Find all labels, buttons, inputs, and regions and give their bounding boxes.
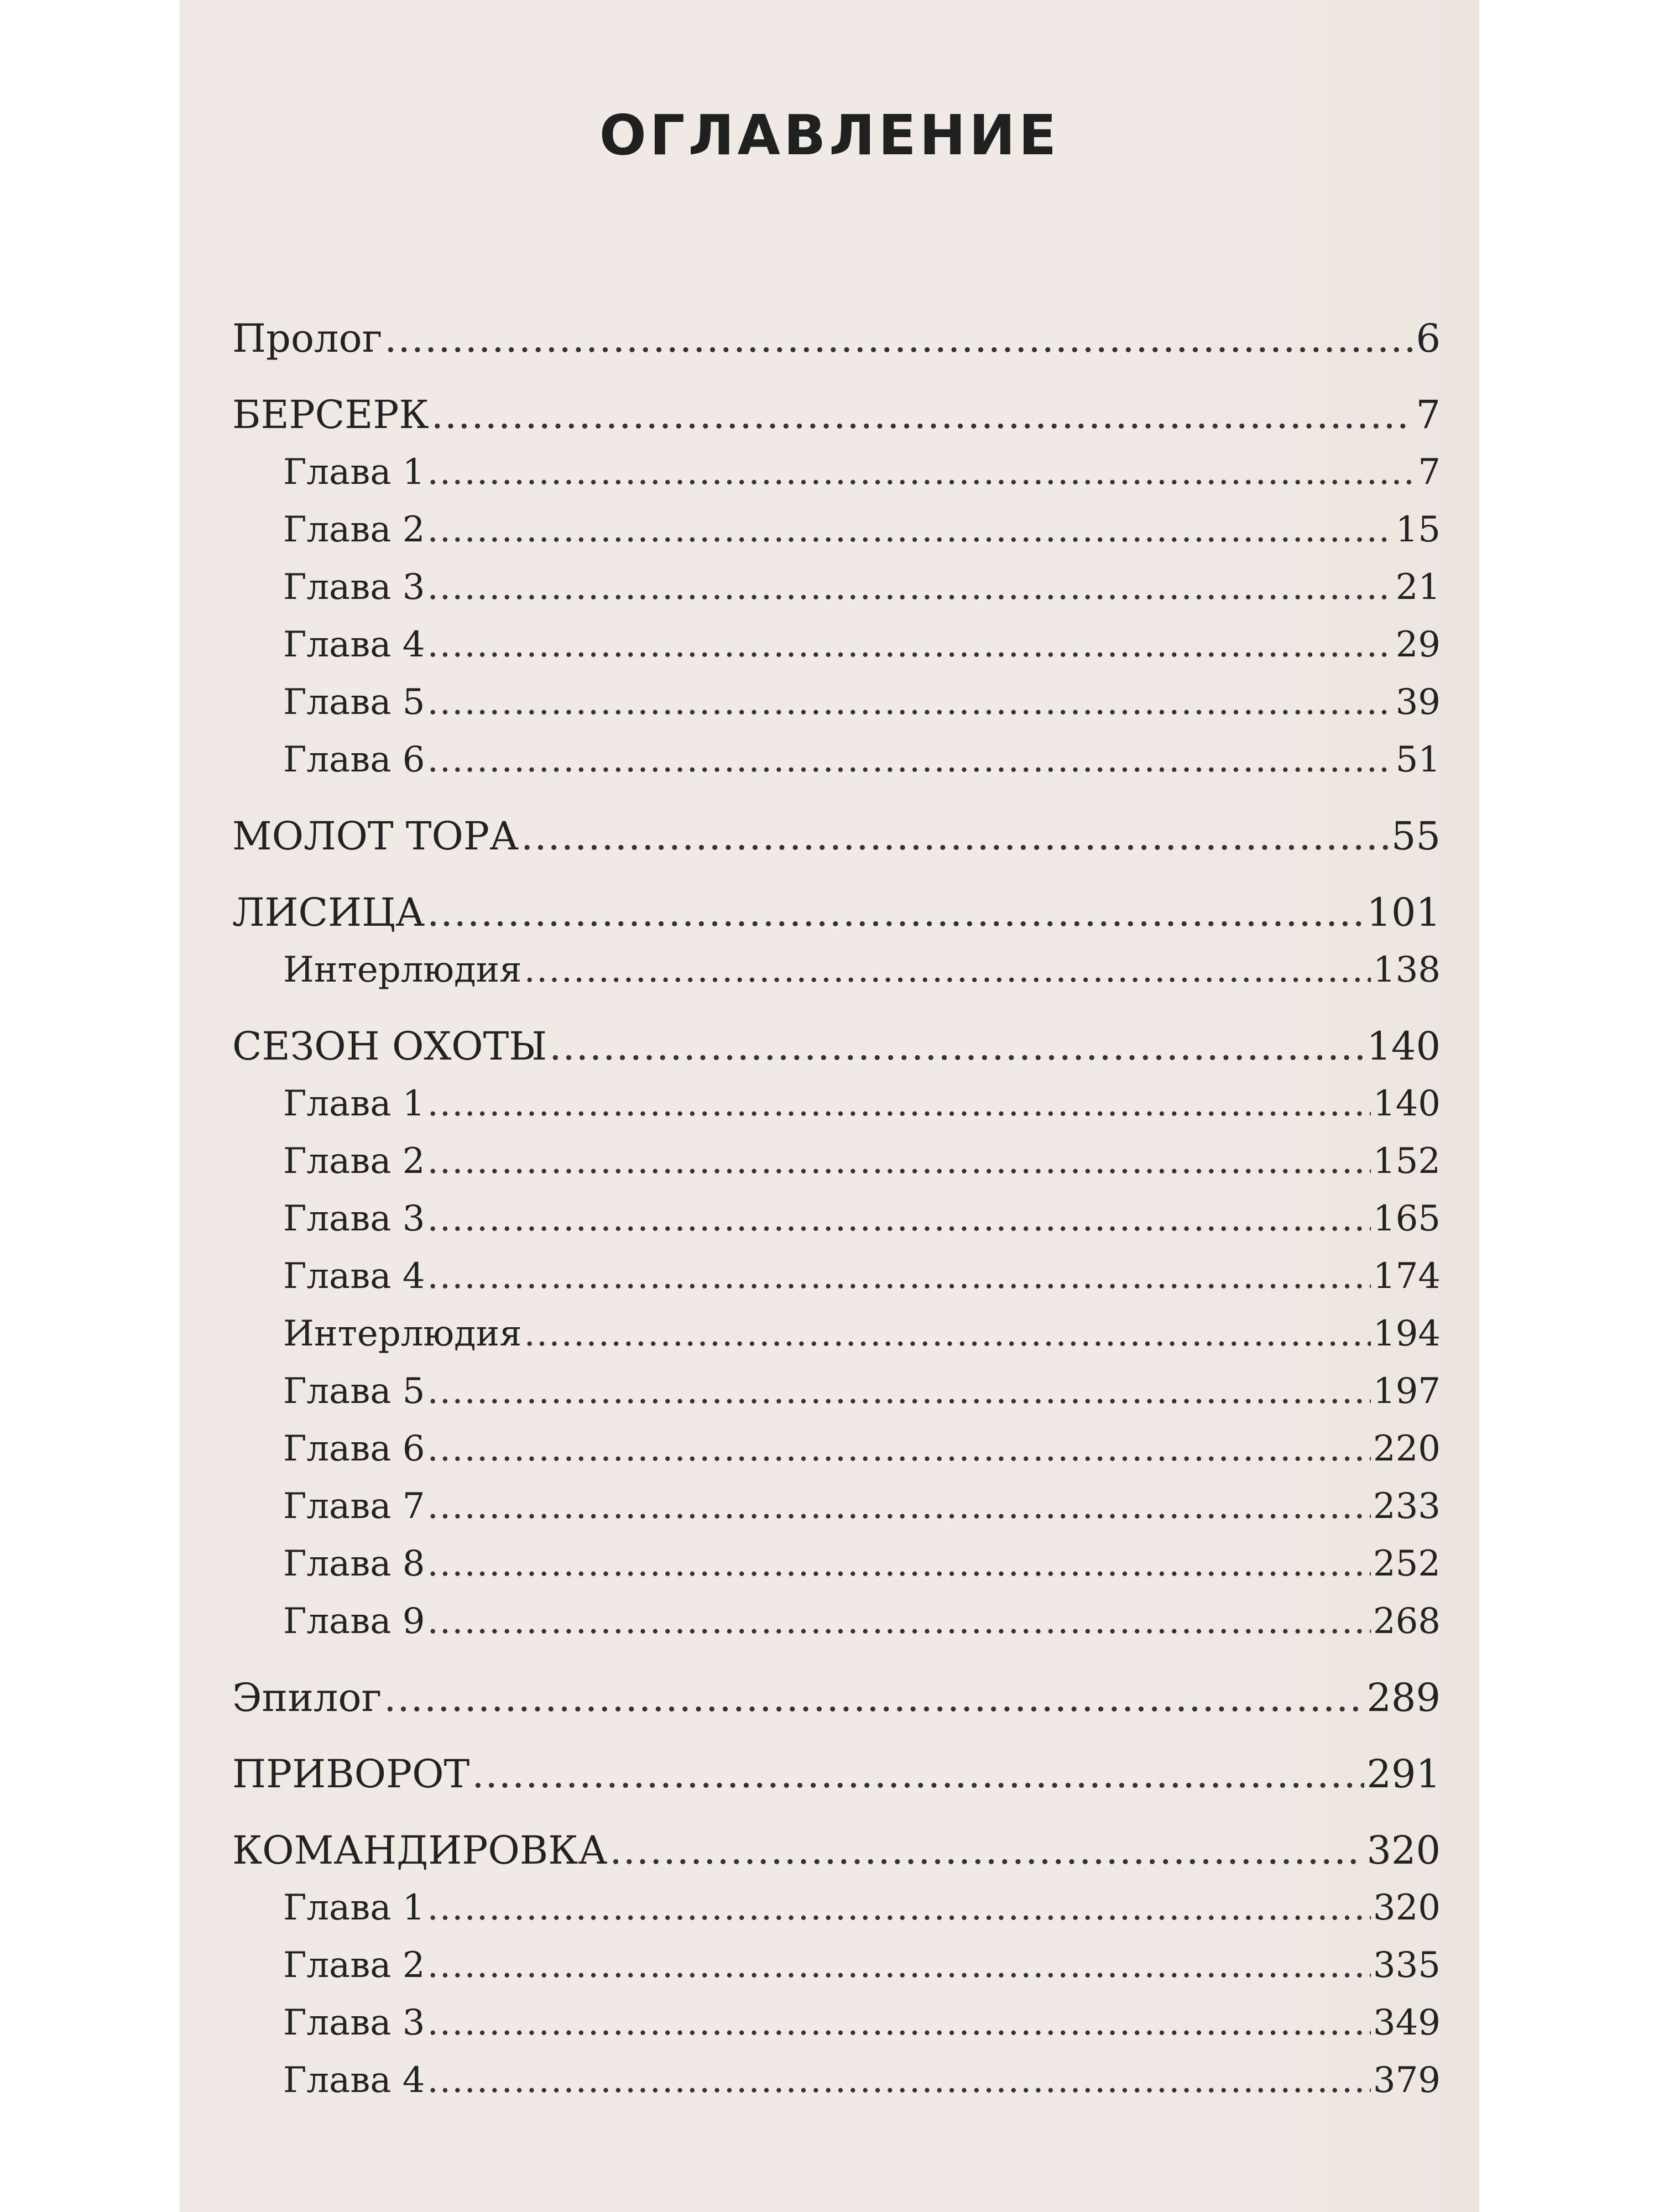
toc-entry-label: Глава 1 [283,1083,425,1124]
toc-dot-leader [609,1822,1364,1879]
toc-dot-leader [427,1363,1370,1420]
toc-entry-page-number: 291 [1366,1751,1441,1797]
toc-entry-page-number: 174 [1373,1256,1441,1297]
toc-entry-label: ЛИСИЦА [232,890,425,935]
toc-dot-leader [427,444,1416,501]
toc-dot-leader [427,1994,1370,2052]
table-of-contents [232,310,1441,2109]
toc-part-entry [232,884,1441,941]
toc-entry-label: Глава 1 [283,452,425,493]
toc-entry-page-number: 7 [1418,452,1441,493]
toc-dot-leader [427,1937,1370,1994]
toc-dot-leader [549,1018,1364,1075]
toc-chapter-entry [232,1190,1441,1248]
toc-part-entry [232,386,1441,444]
toc-entry-page-number: 165 [1373,1198,1441,1239]
toc-chapter-entry [232,559,1441,616]
toc-entry-page-number: 21 [1395,567,1441,608]
toc-dot-leader [427,1248,1370,1305]
toc-dot-leader [427,1190,1370,1248]
toc-dot-leader [427,2052,1370,2109]
toc-chapter-entry [232,1075,1441,1133]
toc-dot-leader [427,1420,1370,1478]
toc-entry-page-number: 289 [1366,1675,1441,1720]
book-page [180,0,1479,2212]
toc-entry-label: Эпилог [232,1675,382,1720]
toc-entry-page-number: 320 [1366,1828,1441,1873]
toc-chapter-entry [232,444,1441,501]
toc-entry-page-number: 233 [1373,1486,1441,1527]
toc-chapter-entry [232,731,1441,789]
toc-entry-label: КОМАНДИРОВКА [232,1828,608,1873]
toc-dot-leader [384,310,1413,367]
toc-entry-page-number: 15 [1395,509,1441,550]
toc-chapter-entry [232,616,1441,674]
toc-dot-leader [427,501,1393,559]
toc-chapter-entry [232,941,1441,999]
toc-entry-page-number: 140 [1373,1083,1441,1124]
toc-entry-label: Пролог [232,316,383,361]
toc-entry-label: Интерлюдия [283,1313,522,1354]
toc-dot-leader [427,731,1393,789]
page-title: ОГЛАВЛЕНИЕ [599,103,1060,168]
toc-entry-label: Глава 1 [283,1887,425,1928]
toc-part-entry [232,1822,1441,1879]
toc-entry-label: Глава 3 [283,2002,425,2043]
toc-entry-label: Глава 3 [283,1198,425,1239]
toc-entry-page-number: 152 [1373,1141,1441,1182]
toc-part-entry [232,1669,1441,1726]
toc-part-entry [232,1745,1441,1803]
toc-chapter-entry [232,2052,1441,2109]
toc-chapter-entry [232,1994,1441,2052]
toc-dot-leader [427,884,1364,941]
toc-chapter-entry [232,1248,1441,1305]
toc-chapter-entry [232,501,1441,559]
toc-entry-label: Глава 9 [283,1601,425,1642]
toc-entry-label: Глава 2 [283,1141,425,1182]
toc-dot-leader [431,386,1414,444]
toc-dot-leader [427,1593,1370,1650]
toc-entry-label: Глава 3 [283,567,425,608]
toc-dot-leader [427,1075,1370,1133]
toc-entry-page-number: 101 [1366,890,1441,935]
toc-dot-leader [427,616,1393,674]
toc-dot-leader [427,1133,1370,1190]
toc-part-entry [232,807,1441,865]
toc-entry-label: Глава 2 [283,1945,425,1986]
toc-entry-page-number: 349 [1373,2002,1441,2043]
toc-chapter-entry [232,1535,1441,1593]
toc-dot-leader [427,674,1393,731]
toc-entry-page-number: 138 [1373,950,1441,990]
toc-entry-label: Глава 4 [283,1256,425,1297]
toc-entry-label: Глава 5 [283,1371,425,1412]
toc-dot-leader [427,559,1393,616]
toc-entry-page-number: 197 [1373,1371,1441,1412]
toc-entry-page-number: 194 [1373,1313,1441,1354]
toc-dot-leader [472,1745,1364,1803]
toc-entry-page-number: 6 [1416,316,1441,361]
toc-dot-leader [427,1879,1370,1937]
toc-entry-label: БЕРСЕРК [232,392,429,437]
toc-dot-leader [524,1305,1371,1363]
toc-entry-page-number: 252 [1373,1543,1441,1584]
toc-dot-leader [524,941,1371,999]
toc-entry-label: Глава 4 [283,2060,425,2101]
toc-dot-leader [427,1535,1370,1593]
toc-entry-page-number: 140 [1366,1024,1441,1069]
toc-entry-page-number: 335 [1373,1945,1441,1986]
toc-chapter-entry [232,1133,1441,1190]
toc-entry-page-number: 55 [1391,813,1441,859]
toc-entry-label: СЕЗОН ОХОТЫ [232,1024,547,1069]
toc-entry-label: Глава 5 [283,682,425,723]
toc-chapter-entry [232,1305,1441,1363]
toc-chapter-entry [232,1937,1441,1994]
toc-entry-label: Глава 7 [283,1486,425,1527]
toc-chapter-entry [232,1363,1441,1420]
toc-entry-label: Глава 8 [283,1543,425,1584]
toc-entry-page-number: 320 [1373,1887,1441,1928]
toc-entry-label: Глава 4 [283,624,425,665]
toc-entry-label: ПРИВОРОТ [232,1751,470,1797]
toc-chapter-entry [232,1478,1441,1535]
toc-entry-page-number: 220 [1373,1428,1441,1469]
toc-chapter-entry [232,1593,1441,1650]
toc-part-entry [232,310,1441,367]
toc-dot-leader [521,807,1389,865]
toc-entry-label: МОЛОТ ТОРА [232,813,519,859]
toc-dot-leader [384,1669,1364,1726]
toc-entry-page-number: 7 [1416,392,1441,437]
toc-entry-page-number: 268 [1373,1601,1441,1642]
toc-chapter-entry [232,1879,1441,1937]
toc-entry-page-number: 29 [1395,624,1441,665]
toc-entry-page-number: 379 [1373,2060,1441,2101]
toc-entry-label: Глава 6 [283,739,425,780]
toc-dot-leader [427,1478,1370,1535]
toc-entry-page-number: 51 [1395,739,1441,780]
toc-entry-label: Глава 6 [283,1428,425,1469]
toc-entry-label: Интерлюдия [283,950,522,990]
toc-chapter-entry [232,674,1441,731]
toc-entry-page-number: 39 [1395,682,1441,723]
toc-entry-label: Глава 2 [283,509,425,550]
toc-part-entry [232,1018,1441,1075]
toc-chapter-entry [232,1420,1441,1478]
